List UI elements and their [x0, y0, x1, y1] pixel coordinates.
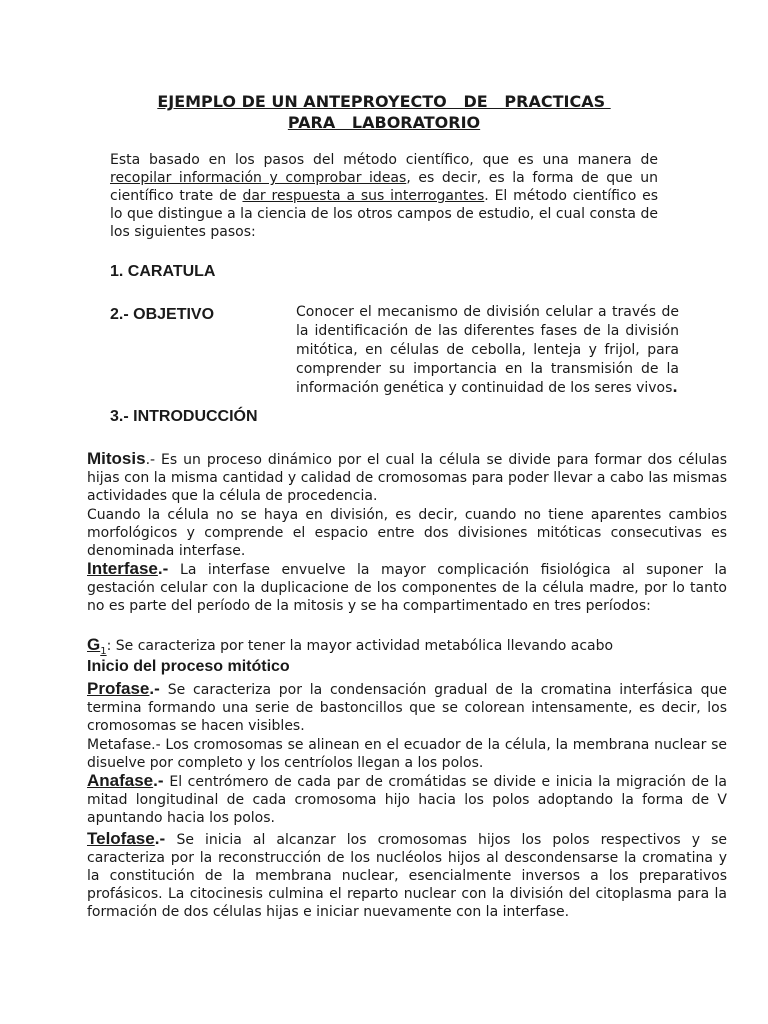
telofase-text: Se inicia al alcanzar los cromosomas hijos los polos respectivos y se caracteriza por la reconstrucción de los nucléolos hijos al descondensarse la cromatina y la constitución de la membrana nuclear, esencialmente inversos a los preparativos profásicos. La citocinesis culmina el reparto nuclear con la división del citoplasma para la formación de dos células hijas e iniciar nuevamente con la interfase.: [87, 832, 728, 920]
mitosis-paragraph: [87, 450, 727, 505]
anafase-paragraph: [87, 772, 727, 827]
anafase-dash: .-: [153, 771, 170, 790]
objective-paragraph: [296, 303, 679, 398]
anafase-term: Anafase: [87, 771, 154, 790]
document-title-line-1: EJEMPLO DE UN ANTEPROYECTO DE PRACTICAS: [157, 92, 611, 111]
section-heading-caratula: 1. CARATULA: [110, 263, 216, 280]
objective-period: .: [672, 380, 678, 396]
mitosis-term: Mitosis: [87, 449, 146, 468]
interphase-note-paragraph: Cuando la célula no se haya en división, es decir, cuando no tiene aparentes cambios morfológicos y comprende el espacio entre dos divisiones mitóticas consecutivas es denominada interfase.: [87, 507, 727, 559]
intro-paragraph: [110, 151, 658, 241]
interfase-text: La interfase envuelve la mayor complicación fisiológica al suponer la gestación celular con la duplicacione de los componentes de la célula madre, por lo tanto no es parte del período de la mitosis y se ha compartimentado en tres períodos:: [87, 562, 727, 614]
intro-text-2: , es decir, es la forma de que un científico trate de: [110, 170, 658, 204]
objective-text: Conocer el mecanismo de división celular a través de la identificación de las diferentes fases de la división mitótica, en células de cebolla, lenteja y frijol, para comprender su importancia en la transmisión de la información genética y continuidad de los seres vivos: [296, 304, 679, 396]
interfase-term: Interfase: [87, 559, 158, 578]
section-heading-introduccion: 3.- INTRODUCCIÓN: [110, 408, 258, 425]
profase-paragraph: [87, 680, 727, 735]
intro-text-3: . El método científico es lo que distingue a la ciencia de los otros campos de estudio, el cual consta de los siguientes pasos:: [110, 188, 658, 240]
telofase-paragraph: [87, 830, 727, 921]
inicio-heading: Inicio del proceso mitótico: [87, 658, 290, 675]
g1-letter: G: [87, 635, 101, 654]
section-heading-objetivo: 2.- OBJETIVO: [110, 306, 215, 323]
profase-term: Profase: [87, 679, 150, 698]
intro-text-1: Esta basado en los pasos del método científico, que es una manera de: [110, 152, 658, 168]
g1-subscript: 1: [100, 645, 107, 657]
intro-underlined-2: dar respuesta a sus interrogantes: [242, 188, 485, 204]
metafase-paragraph: Metafase.- Los cromosomas se alinean en el ecuador de la célula, la membrana nuclear se disuelve por completo y los centríolos llegan a los polos.: [87, 737, 727, 771]
anafase-text: El centrómero de cada par de cromátidas se divide e inicia la migración de la mitad longitudinal de cada cromosoma hijo hacia los polos adoptando la forma de V apuntando hacia los polos.: [87, 774, 728, 826]
telofase-dash: .-: [154, 829, 177, 848]
telofase-term: Telofase: [87, 829, 155, 848]
profase-text: Se caracteriza por la condensación gradual de la cromatina interfásica que termina formando una serie de bastoncillos que se colorean intensamente, es decir, los cromosomas se hacen visibles.: [87, 682, 728, 734]
interfase-dash: .-: [157, 559, 181, 578]
interfase-paragraph: [87, 560, 727, 615]
profase-dash: .-: [149, 679, 168, 698]
mitosis-text: .- Es un proceso dinámico por el cual la célula se divide para formar dos células hijas con la misma cantidad y calidad de cromosomas para poder llevar a cabo las mismas actividades que la célula de procedencia.: [87, 452, 727, 504]
intro-underlined-1: recopilar información y comprobar ideas: [110, 170, 407, 186]
g1-text: : Se caracteriza por tener la mayor actividad metabólica llevando acabo: [106, 638, 614, 654]
document-title-line-2: PARA LABORATORIO: [287, 113, 481, 132]
